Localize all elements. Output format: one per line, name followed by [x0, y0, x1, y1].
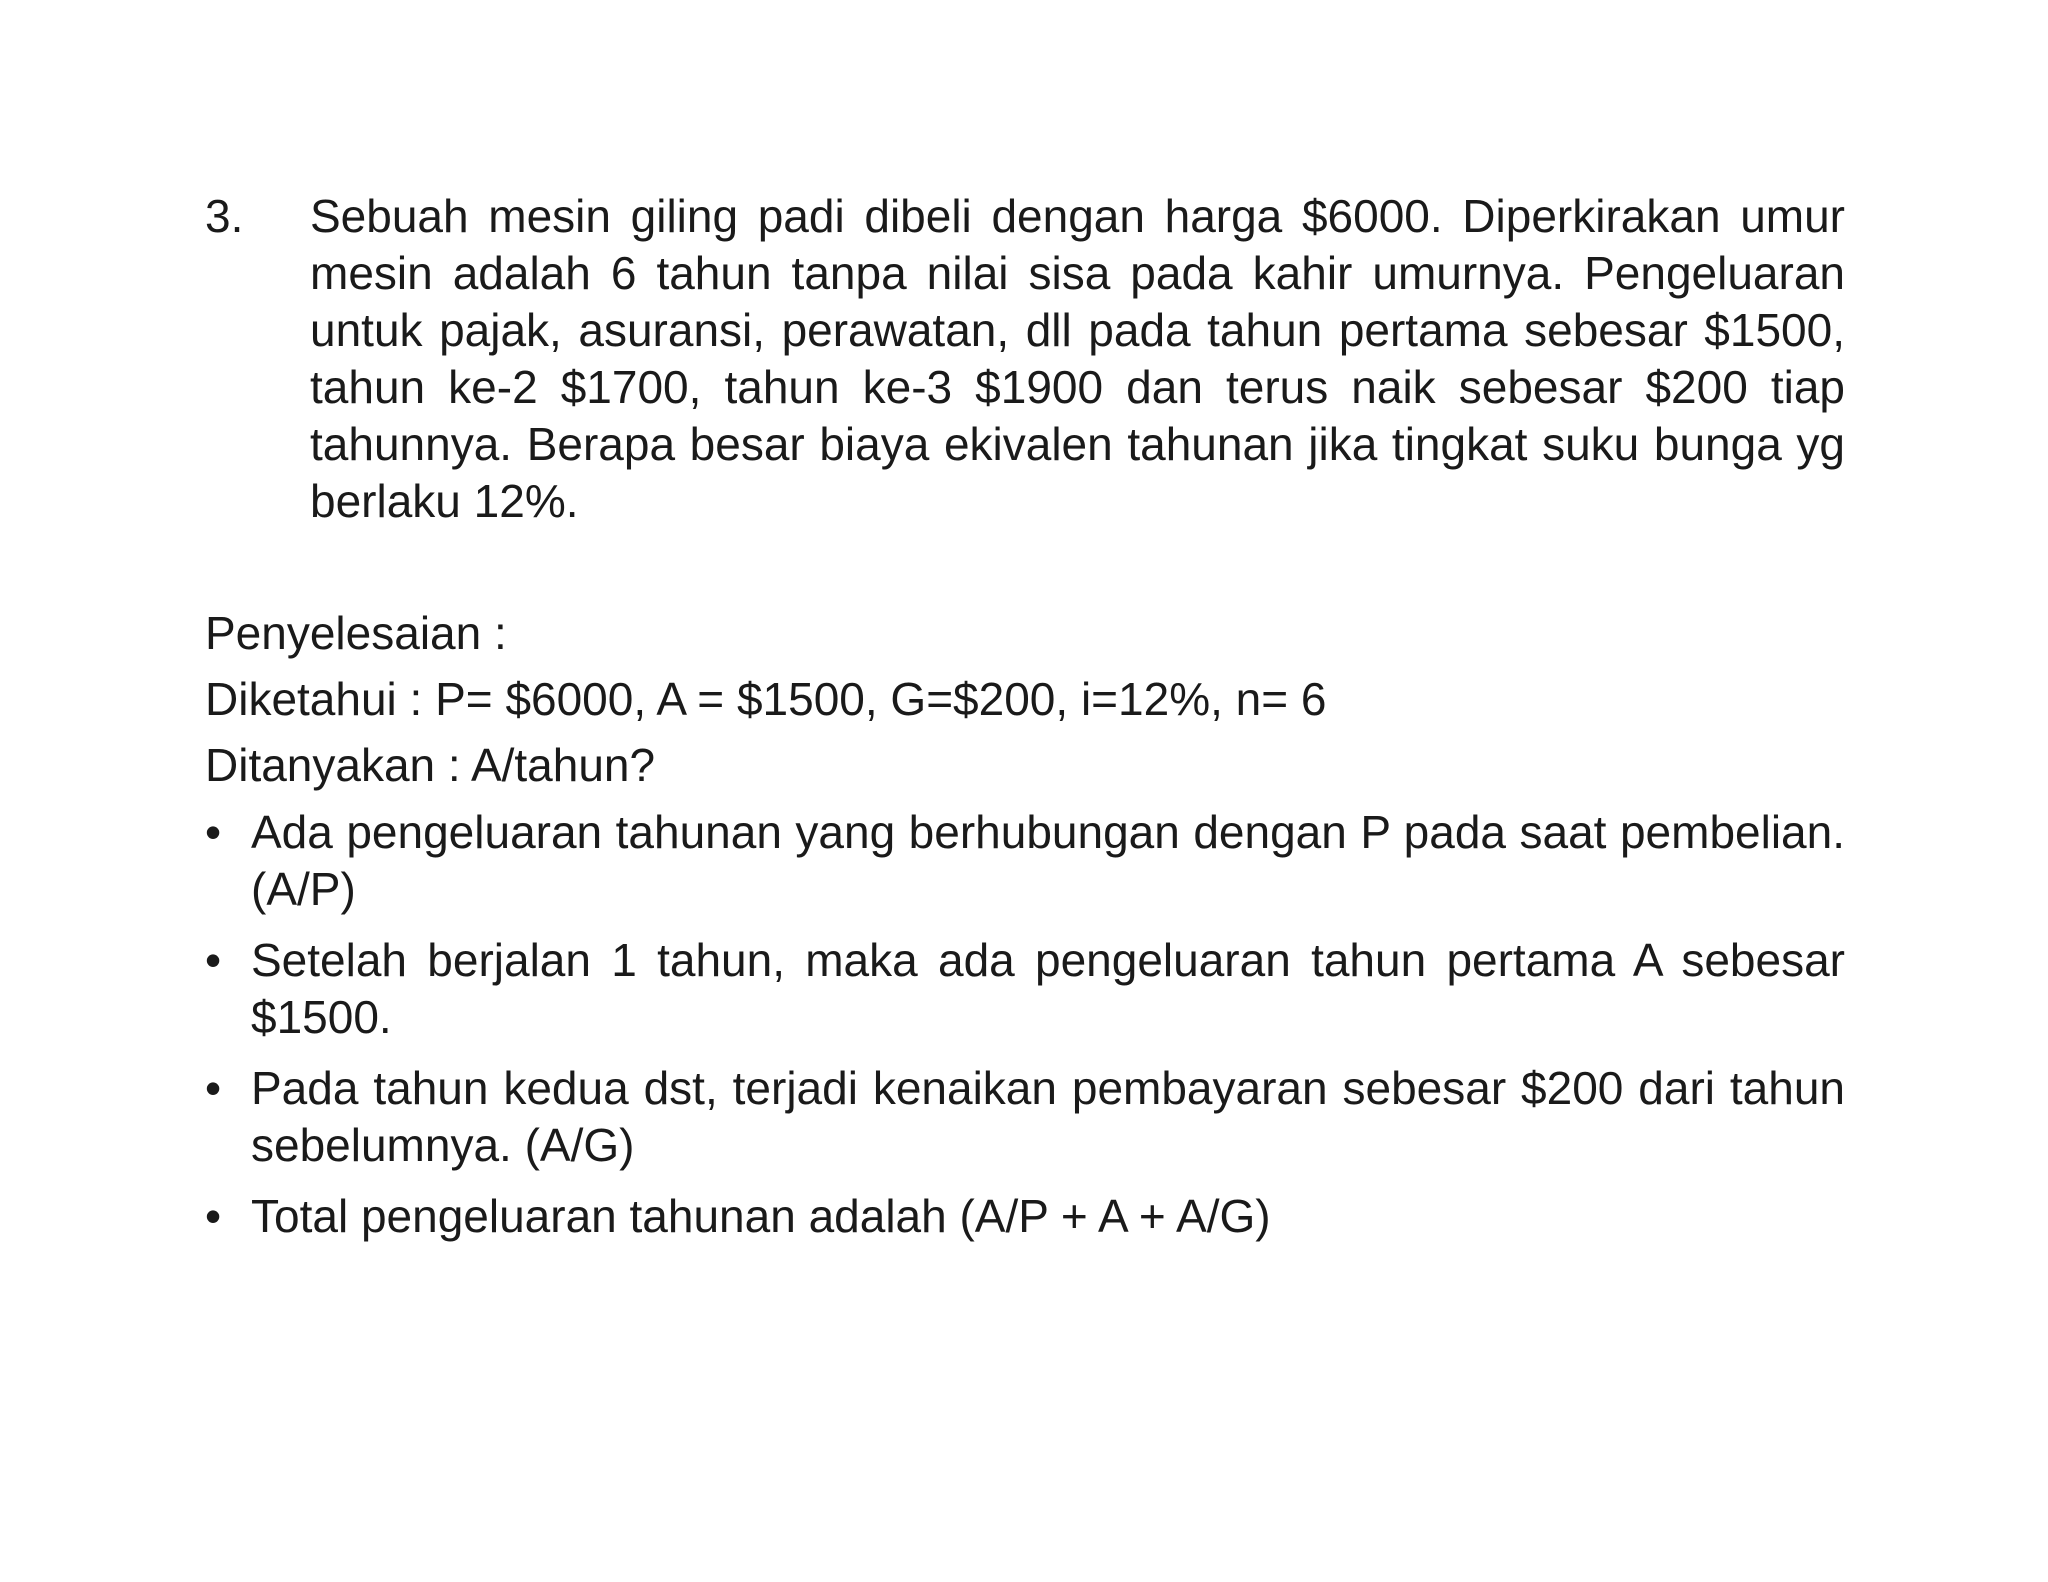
list-item — [205, 1060, 1845, 1174]
problem-number: 3. — [205, 190, 244, 242]
solution-section — [205, 600, 1845, 1259]
bullet-text: Setelah berjalan 1 tahun, maka ada pengeluaran tahun pertama A sebesar $1500. — [251, 934, 1845, 1043]
problem-text: Sebuah mesin giling padi dibeli dengan harga $6000. Diperkirakan umur mesin adalah 6 tahun tanpa nilai sisa pada kahir umurnya. Pengeluaran untuk pajak, asuransi, perawatan, dll pada tahun pertama sebesar $1500, tahun ke-2 $1700, tahun ke-3 $1900 dan terus naik sebesar $200 tiap tahunnya. Berapa besar biaya ekivalen tahunan jika tingkat suku bunga yg berlaku 12%. — [310, 190, 1845, 527]
bullet-list — [205, 804, 1845, 1245]
bullet-icon: • — [205, 934, 222, 986]
bullet-icon: • — [205, 1062, 222, 1114]
list-item — [205, 932, 1845, 1046]
bullet-icon: • — [205, 1190, 222, 1242]
bullet-text: Pada tahun kedua dst, terjadi kenaikan pembayaran sebesar $200 dari tahun sebelumnya. (A/G) — [251, 1062, 1845, 1171]
known-values: Diketahui : P= $6000, A = $1500, G=$200, i=12%, n= 6 — [205, 673, 1327, 725]
bullet-icon: • — [205, 806, 222, 858]
problem-statement — [205, 188, 1845, 530]
bullet-text: Ada pengeluaran tahunan yang berhubungan dengan P pada saat pembelian. (A/P) — [251, 806, 1845, 915]
solution-heading: Penyelesaian : — [205, 607, 507, 659]
asked-value: Ditanyakan : A/tahun? — [205, 739, 656, 791]
list-item — [205, 804, 1845, 918]
list-item — [205, 1188, 1845, 1245]
bullet-text: Total pengeluaran tahunan adalah (A/P + A + A/G) — [251, 1190, 1271, 1242]
